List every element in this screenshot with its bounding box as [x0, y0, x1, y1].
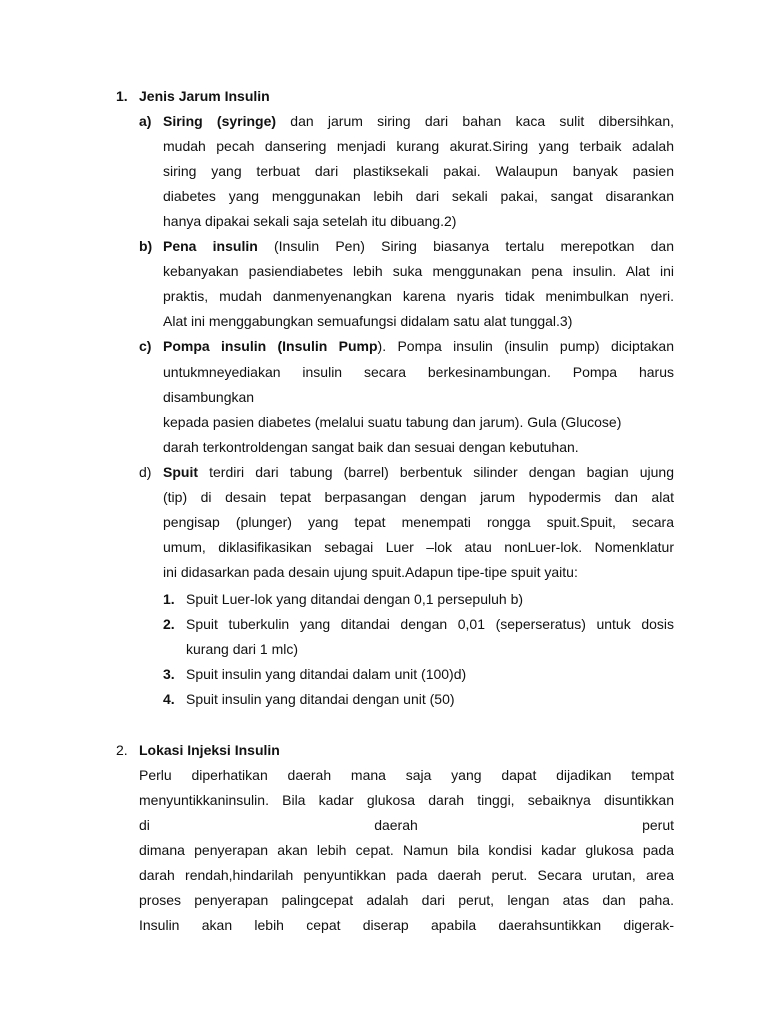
item-b-line-4: Alat ini menggabungkan semuafungsi didalam satu alat tunggal.3) — [163, 313, 573, 329]
section2-line-3: di daerah perut — [139, 817, 674, 833]
section1-number: 1. — [116, 88, 128, 104]
section2-line-5: darah rendah,hindarilah penyuntikkan pada daerah perut. Secara urutan, area — [139, 867, 674, 883]
sublist-3-line-1: Spuit insulin yang ditandai dalam unit (100)d) — [186, 666, 467, 682]
item-b-term: Pena insulin — [163, 238, 258, 254]
sublist-3-number: 3. — [163, 666, 175, 682]
item-b-line-2: kebanyakan pasiendiabetes lebih suka menggunakan pena insulin. Alat ini — [163, 263, 674, 279]
sublist-1-line-1: Spuit Luer-lok yang ditandai dengan 0,1 persepuluh b) — [186, 591, 524, 607]
section2-line-6: proses penyerapan palingcepat adalah dari perut, lengan atas dan paha. — [139, 892, 674, 908]
sublist-1-number: 1. — [163, 591, 175, 607]
item-b-line-1: Pena insulin (Insulin Pen) Siring biasanya tertalu merepotkan dan — [163, 238, 675, 254]
item-d-line-1: Spuit terdiri dari tabung (barrel) berbentuk silinder dengan bagian ujung — [163, 464, 674, 480]
item-c-line-2: untukmneyediakan insulin secara berkesinambungan. Pompa harus — [163, 364, 674, 380]
section2-line-4: dimana penyerapan akan lebih cepat. Namun bila kondisi kadar glukosa pada — [139, 842, 674, 858]
item-a-line-5: hanya dipakai sekali saja setelah itu dibuang.2) — [163, 213, 457, 229]
section2-number: 2. — [116, 742, 128, 758]
section2-line-1: Perlu diperhatikan daerah mana saja yang dapat dijadikan tempat — [139, 767, 674, 783]
item-d-line-5: ini didasarkan pada desain ujung spuit.Adapun tipe-tipe spuit yaitu: — [163, 564, 578, 580]
item-c-line-4: kepada pasien diabetes (melalui suatu tabung dan jarum). Gula (Glucose) — [163, 414, 622, 430]
item-c-line-1: Pompa insulin (Insulin Pump). Pompa insulin (insulin pump) diciptakan — [163, 338, 674, 354]
item-d-line-3: pengisap (plunger) yang tepat menempati rongga spuit.Spuit, secara — [163, 514, 674, 530]
item-a-line-2: mudah pecah dansering menjadi kurang akurat.Siring yang terbaik adalah — [163, 138, 674, 154]
sublist-2-line-1: Spuit tuberkulin yang ditandai dengan 0,01 (seperseratus) untuk dosis — [186, 616, 674, 632]
item-d-marker: d) — [139, 464, 152, 480]
item-a-line-3: siring yang terbuat dari plastiksekali pakai. Walaupun banyak pasien — [163, 163, 674, 179]
item-d-line-4: umum, diklasifikasikan sebagai Luer –lok atau nonLuer-lok. Nomenklatur — [163, 539, 674, 555]
sublist-4-line-1: Spuit insulin yang ditandai dengan unit (50) — [186, 691, 455, 707]
item-b-marker: b) — [139, 238, 153, 254]
item-a-line-4: diabetes yang menggunakan lebih dari sekali pakai, sangat disarankan — [163, 188, 674, 204]
item-a-line-1: Siring (syringe) dan jarum siring dari bahan kaca sulit dibersihkan, — [163, 113, 675, 129]
item-c-term: Pompa insulin (Insulin Pump — [163, 338, 378, 354]
item-c-line-5: darah terkontroldengan sangat baik dan sesuai dengan kebutuhan. — [163, 439, 579, 455]
item-b-line-3: praktis, mudah danmenyenangkan karena nyaris tidak menimbulkan nyeri. — [163, 288, 674, 304]
item-c-marker: c) — [139, 338, 152, 354]
item-a-marker: a) — [139, 113, 152, 129]
section2-title: Lokasi Injeksi Insulin — [139, 742, 280, 758]
section2-line-7: Insulin akan lebih cepat diserap apabila daerahsuntikkan digerak- — [139, 917, 674, 933]
sublist-2-number: 2. — [163, 616, 175, 632]
section1-title: Jenis Jarum Insulin — [139, 88, 270, 104]
item-d-term: Spuit — [163, 464, 198, 480]
section2-line-2: menyuntikkaninsulin. Bila kadar glukosa darah tinggi, sebaiknya disuntikkan — [139, 792, 674, 808]
item-a-term: Siring (syringe) — [163, 113, 277, 129]
item-d-line-2: (tip) di desain tepat berpasangan dengan jarum hypodermis dan alat — [163, 489, 674, 505]
item-c-line-3: disambungkan — [163, 389, 255, 405]
sublist-2-line-2: kurang dari 1 mlc) — [186, 641, 299, 657]
sublist-4-number: 4. — [163, 691, 175, 707]
